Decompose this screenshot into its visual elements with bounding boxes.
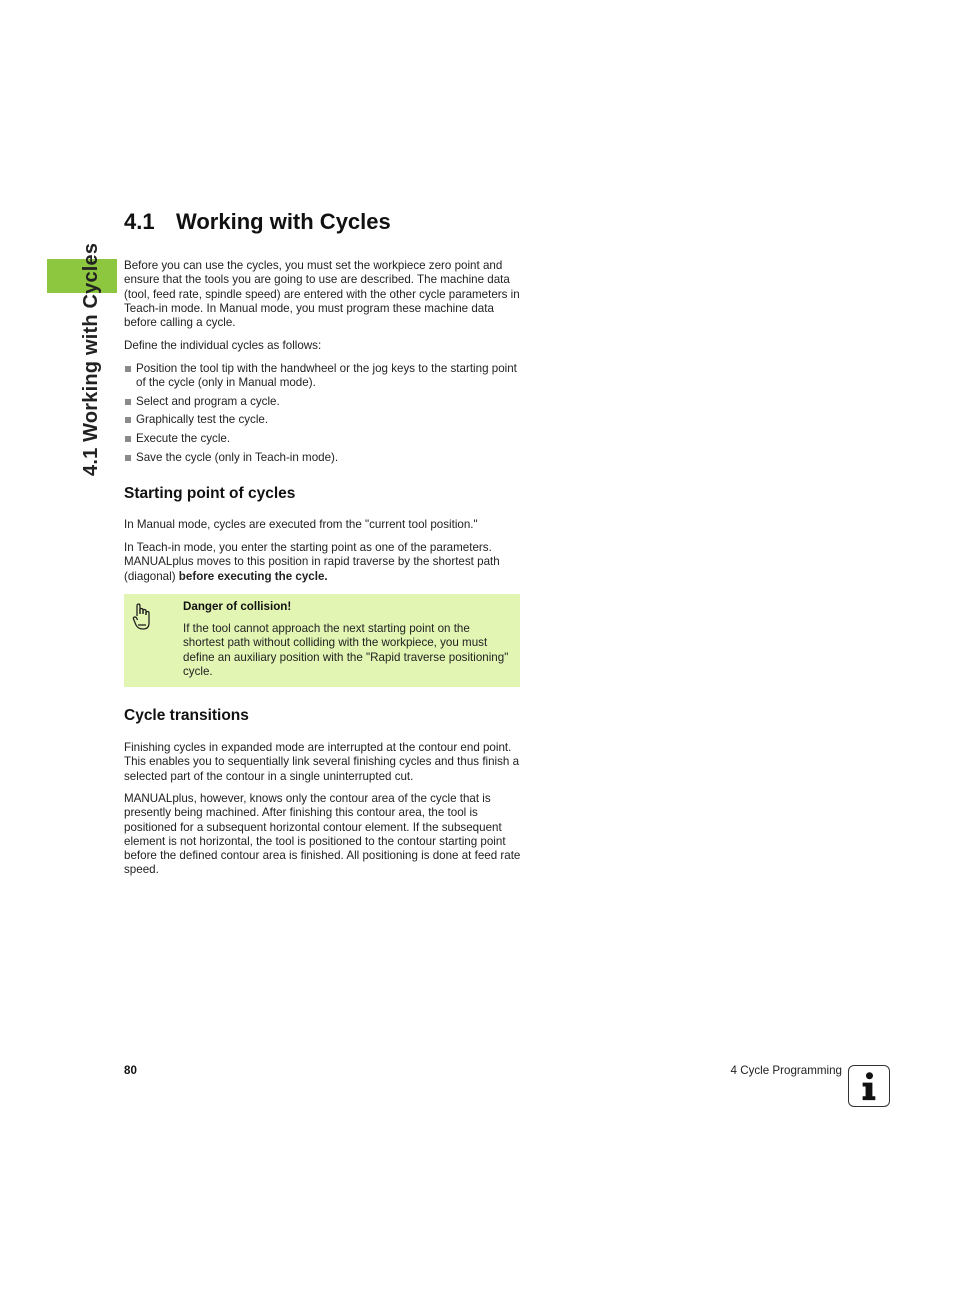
notice-text: If the tool cannot approach the next starting point on the shortest path without colliding with the workpiece, you must define an auxiliary position with the "Rapid traverse positioning" cycle. (183, 622, 509, 678)
starting-point-text: In Teach-in mode, you enter the starting point as one of the parameters. MANUALplus moves to this position in rapid traverse by the shortest path (diagonal) (124, 541, 500, 583)
bullet-square-icon (125, 417, 131, 423)
starting-point-paragraph-2 (124, 541, 524, 584)
page-number: 80 (124, 1064, 137, 1077)
bullet-square-icon (125, 366, 131, 372)
list-item (124, 451, 524, 465)
intro-paragraph: Before you can use the cycles, you must set the workpiece zero point and ensure that the tools you are going to use are described. The machine data (tool, feed rate, spindle speed) are entered with the other cycle parameters in Teach-in mode. In Manual mode, you must program these machine data before calling a cycle. (124, 259, 520, 330)
list-item (124, 395, 524, 409)
cycle-transitions-paragraph-2: MANUALplus, however, knows only the contour area of the cycle that is presently being machined. After finishing this contour area, the tool is positioned for a subsequent horizontal contour element. If the subsequent element is not horizontal, the tool is positioned to the contour starting point before the defined contour area is finished. All positioning is done at feed rate speed. (124, 792, 521, 877)
chapter-footer: 4 Cycle Programming (730, 1064, 842, 1077)
list-item-text: Execute the cycle. (136, 432, 231, 446)
list-item-text: Position the tool tip with the handwheel or the jog keys to the starting point of the cycle (only in Manual mode). (136, 362, 517, 390)
collision-warning-box (124, 594, 520, 687)
list-item-text: Save the cycle (only in Teach-in mode). (136, 450, 339, 464)
info-icon (848, 1065, 890, 1107)
section-heading (124, 209, 391, 235)
starting-point-bold: before executing the cycle. (178, 569, 328, 583)
chapter-side-title: 4.1 Working with Cycles (80, 242, 102, 476)
pointing-hand-icon (132, 602, 156, 634)
notice-title: Danger of collision! (183, 600, 292, 613)
cycle-transitions-heading: Cycle transitions (124, 707, 249, 724)
list-item (124, 413, 524, 427)
cycle-transitions-paragraph-1: Finishing cycles in expanded mode are interrupted at the contour end point. This enables you to sequentially link several finishing cycles and thus finish a selected part of the contour in a single uninterrupted cut. (124, 741, 520, 783)
steps-list (124, 362, 524, 469)
list-item (124, 362, 524, 391)
list-item (124, 432, 524, 446)
starting-point-paragraph-1: In Manual mode, cycles are executed from the "current tool position." (124, 518, 478, 531)
bullet-square-icon (125, 436, 131, 442)
section-number: 4.1 (124, 209, 155, 234)
bullet-square-icon (125, 455, 131, 461)
section-title: Working with Cycles (176, 209, 391, 234)
bullet-square-icon (125, 399, 131, 405)
list-item-text: Select and program a cycle. (136, 394, 280, 408)
define-line: Define the individual cycles as follows: (124, 339, 322, 352)
list-item-text: Graphically test the cycle. (136, 413, 269, 427)
starting-point-heading: Starting point of cycles (124, 485, 296, 502)
